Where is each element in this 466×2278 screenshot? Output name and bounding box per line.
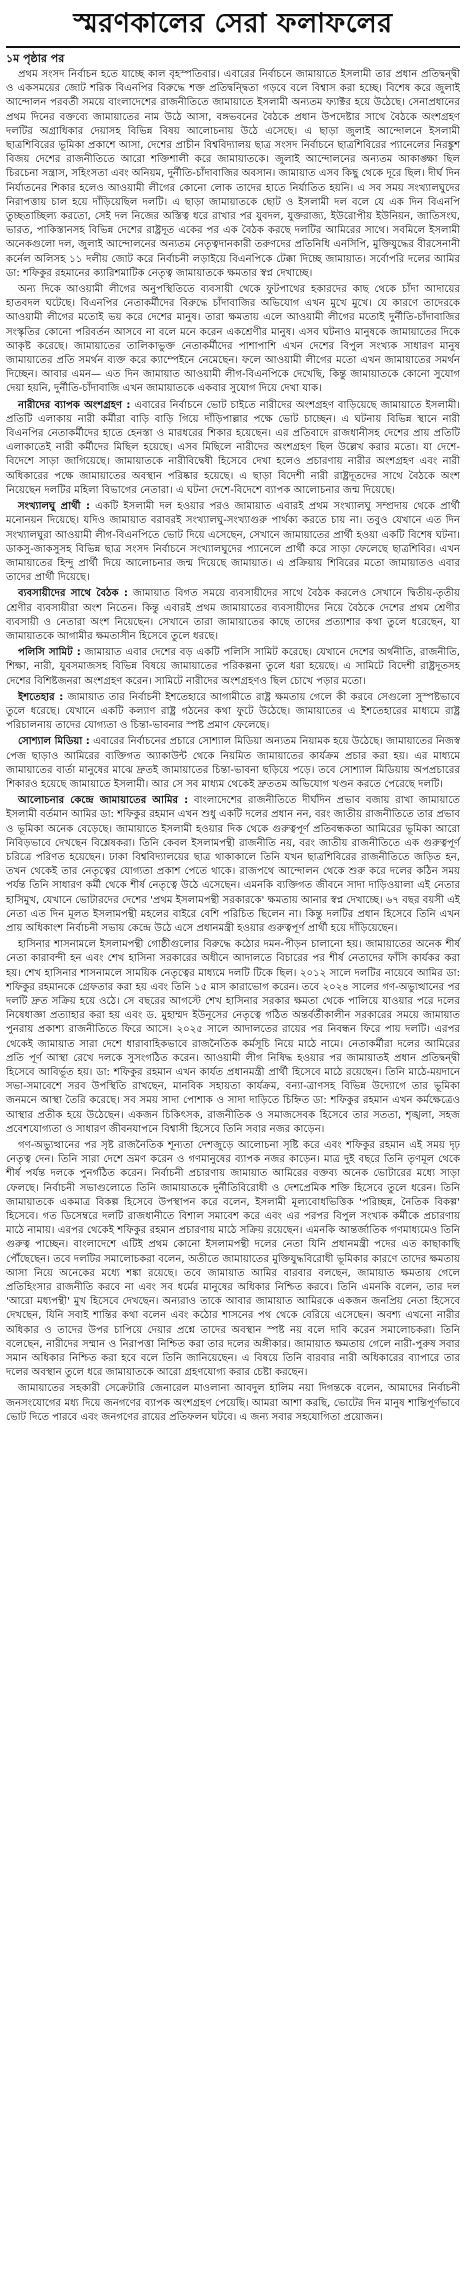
article-paragraph: গণ-অভ্যুত্থানের পর সৃষ্ট রাজনৈতিক শূন্যতা দেশজুড়ে আলোচনা সৃষ্টি করে এবং শফিকুর রহমান এই সময় দৃঢ় নেতৃত্ব দেন। তিনি সারা দেশে ভ্রমণ করেন ও গণমানুষের ব্যাপক নজর কাড়েন। মাত্র দুই বছরে তিনি তৃণমূল থেকে শীর্ষ পর্যন্ত দলকে পুনর্গঠিত করেন। নির্বাচনী প্রচারণায় জামায়াত আমিরের বক্তব্য অনেক ভোটারের মধ্যে সাড়া ফেলছে। নির্বাচনী সভাগুলোতে তিনি জামায়াতকে দুর্নীতিবিরোধী ও দেশপ্রেমিক শক্তি হিসেবে তুলে ধরেন। তিনি জামায়াতকে একমাত্র বিকল্প হিসেবে উপস্থাপন করে বলেন, ইসলামী মূল্যবোধভিত্তিক 'পরিচ্ছন্ন, নৈতিক বিকল্প' হিসেবে। গত ডিসেম্বরে দলটি রাজধানীতে বিশাল সমাবেশ করে এবং এর পরপর বিপুল সংখ্যক কর্মীকে প্রচারণায় মাঠে নামায়। এরপর থেকেই শফিকুর রহমান প্রচারণায় মাঠে সক্রিয় রয়েছেন। এমনকি আন্তর্জাতিক গণমাধ্যমেও তিনি গুরুত্ব পাচ্ছেন। বাংলাদেশে এটিই প্রথম কোনো ইসলামপন্থী দলের নেতা যিনি প্রধানমন্ত্রী পদের এত কাছাকাছি পৌঁছেছেন। তবে দলটির সমালোচকরা বলেন, অতীতে জামায়াতের মুক্তিযুদ্ধবিরোধী ভূমিকার কারণে তাদের ক্ষমতায় আসা নিয়ে অনেকের মধ্যে শঙ্কা রয়েছে। তবে জামায়াত আমির বারবার বলছেন, জামায়াত ক্ষমতায় গেলে প্রতিহিংসার রাজনীতি করবে না এবং সব ধর্মের মানুষের অধিকার নিশ্চিত করবে। তিনি এমনকি বলেন, তার দল 'আরো মধ্যপন্থী' মুখ হিসেবে দেখছেন। অন্যরাও তাকে আবার জামায়াত আমিরকে একজন জনপ্রিয় নেতা হিসেবে দেখছেন, যিনি সবাই শান্তির কথা বলেন এবং কঠোর শাসনের পথ থেকে বেরিয়ে এসেছেন। অবশ্য এখনো নারীর অধিকার ও তাদের উপর চাপিয়ে দেয়ার প্রশ্নে তাদের অবস্থান স্পষ্ট নয় বলে দাবি করেন সমালোচকরা। তিনি বলেছেন, নারীদের সম্মান ও নিরাপত্তা নিশ্চিত করা তার দলের অঙ্গীকার। জামায়াত ক্ষমতায় গেলে নারী-পুরুষ সবার সমান অধিকার নিশ্চিত করা হবে বলে তিনি জানিয়েছেন। এ বিষয়ে তিনি বারবার নারী অধিকারের ব্যাপারে তার দলের অবস্থান তুলে ধরে জামায়াতকে আরো গ্রহণযোগ্য করার চেষ্টা করছেন। bbox=[6, 1140, 460, 1379]
article-headline: স্মরণকালের সেরা ফলাফলের bbox=[73, 8, 393, 39]
subheading-women: নারীদের ব্যাপক অংশগ্রহণ : bbox=[18, 399, 131, 411]
subheading-business: ব্যবসায়ীদের সাথে বৈঠক : bbox=[18, 588, 128, 600]
subheading-policy: পলিসি সামিট : bbox=[18, 647, 81, 659]
article-paragraph-policy: পলিসি সামিট : জামায়াত এবার দেশের বড় একটি পলিসি সামিট করেছে। যেখানে দেশের অর্থনীতি, রাজনীতি, শিক্ষা, নারী, যুবসমাজসহ বিভিন্ন বিষয়ে জামায়াতের পরিকল্পনা তুলে ধরা হয়েছে। এ সামিটে বিদেশী রাষ্ট্রদূতসহ দেশের বিশিষ্টজনরা অংশগ্রহণ করেন। সামিটে নারীদের অংশগ্রহণও ছিল চোখে পড়ার মতো। bbox=[6, 647, 460, 687]
headline-divider bbox=[6, 46, 460, 48]
article-paragraph: জামায়াতের সহকারী সেক্রেটারি জেনারেল মাওলানা আবদুল হালিম নয়া দিগন্তকে বলেন, আমাদের নির্বাচনী জনসংযোগের মধ্য দিয়ে জনগণের ব্যাপক অংশগ্রহণ পেয়েছি। আমরা আশা করছি, ভোটের দিন মানুষ শান্তিপূর্ণভাবে ভোট দিতে পারবে এবং জনগণের রায়ের প্রতিফলন ঘটবে। এ জন্য সবার সহযোগিতা প্রয়োজন। bbox=[6, 1383, 460, 1423]
article-paragraph: অন্য দিকে আওয়ামী লীগের অনুপস্থিতিতে ব্যবসায়ী থেকে ফুটপাথের হকারদের কাছ থেকে চাঁদা আদায়ের হাতবদল ঘটেছে। বিএনপির নেতাকর্মীদের বিরুদ্ধে চাঁদাবাজির অভিযোগ এখন মুখে মুখে। যে কারণে তাদেরকে আওয়ামী লীগের মতোই ভয় করে দেশের মানুষ। তারা ক্ষমতায় এলে আওয়ামী লীগের মতোই দুর্নীতি-চাঁদাবাজির সংস্কৃতির কোনো পরিবর্তন আসবে না বলে মনে করেন একশ্রেণীর মানুষ। এসব ঘটনাও মানুষকে জামায়াতের দিকে আকৃষ্ট করেছে। জামায়াতের তালিকাভুক্ত নেতাকর্মীদের পাশাপাশি এখন দেশের বিপুল সংখ্যক সাধারণ মানুষ জামায়াতের প্রতি সমর্থন ব্যক্ত করে ক্যাম্পেইনে নেমেছেন। ফলে আওয়ামী লীগের মতো এখন জামায়াতের সমর্থন দিচ্ছেন। আবার এমন— এত দিন জামায়াত আওয়ামী লীগ-বিএনপিকে দেখেছি, কিন্তু জামায়াতকে কোনো সুযোগ দেয়া হয়নি, দুর্নীতি-চাঁদাবাজি এখন জামায়াতকে একবার সুযোগ দিয়ে দেখা যাক। bbox=[6, 284, 460, 395]
subheading-minority: সংখ্যালঘু প্রার্থী : bbox=[18, 501, 91, 513]
article-paragraph-social: সোশ্যাল মিডিয়া : এবারের নির্বাচনের প্রচারে সোশ্যাল মিডিয়া অন্যতম নিয়ামক হয়ে উঠেছে। জামায়াতের নিজস্ব পেজ ছাড়াও আমিরের ব্যক্তিগত অ্যাকাউন্ট থেকে নিয়মিত জামায়াতের কার্যক্রম প্রচার করা হয়। এর মাধ্যমে জামায়াতের বার্তা মানুষের মাঝে দ্রুতই জামায়াতের চিন্তা-ভাবনা ছড়িয়ে পড়ে। তবে সোশ্যাল মিডিয়ায় অপপ্রচারের শিকারও হয়েছে জামায়াতে ইসলামী। আর সে সব মাধ্যম থেকেই দ্রুততম অভিযোগ খণ্ডন করতে পেরেছে দলটি। bbox=[6, 736, 460, 790]
article-paragraph-minority: সংখ্যালঘু প্রার্থী : একটি ইসলামী দল হওয়ার পরও জামায়াত এবারই প্রথম সংখ্যালঘু সম্প্রদায় থেকে প্রার্থী মনোনয়ন দিয়েছে। যদিও জামায়াত বরাবরই সংখ্যালঘু-সংখ্যাগুরু পার্থক্য করতে চায় না। তবুও যেখানে এত দিন সংখ্যালঘুরা আওয়ামী লীগ-বিএনপিতে ভোট দিয়ে এসেছেন, সেখানে জামায়াতের প্রার্থী হওয়া একটি বিশেষ ঘটনা। ডাকসু-জাকসুসহ বিভিন্ন ছাত্র সংসদ নির্বাচনে সংখ্যালঘুদের প্যানেলে প্রার্থী করে সাড়া ফেলেছে ছাত্রশিবির। এখন জামায়াতের হিন্দু প্রার্থী দিয়ে আলোচনার জন্ম দিয়েছে জামায়াত। এ প্রক্রিয়ায় শিবিরের মতো জামায়াতও এবার তাদের প্রার্থী দিয়েছে। bbox=[6, 501, 460, 584]
article-paragraph-business: ব্যবসায়ীদের সাথে বৈঠক : জামায়াত বিগত সময়ে ব্যবসায়ীদের সাথে বৈঠক করলেও সেখানে দ্বিতীয়-তৃতীয় শ্রেণীর ব্যবসায়ীরা অংশ নিতেন। কিন্তু এবারই প্রথম জামায়াতের ব্যবসায়ীদের নিয়ে বৈঠকে দেশের প্রথম শ্রেণীর ব্যবসায়ী ও নেতারা অংশ নিয়েছেন। সেখানে তারা জামায়াতের কাছে তাদের প্রত্যাশার কথা তুলে ধরেছেন, যা জামায়াতকে আগামীর ক্ষমতাসীন হিসেবে তুলে ধরছে। bbox=[6, 588, 460, 642]
article-body bbox=[6, 68, 460, 1425]
article-paragraph: প্রথম সংসদ নির্বাচন হতে যাচ্ছে কাল বৃহস্পতিবার। এবারের নির্বাচনে জামায়াতে ইসলামী তার প্রধান প্রতিদ্বন্দ্বী ও একসময়ের জোট শরিক বিএনপির বিরুদ্ধে শক্ত প্রতিদ্বন্দ্বিতা গড়বে বলে বিশ্বাস করা হচ্ছে। বিশেষ করে জুলাই আন্দোলন পরবর্তী সময়ে বাংলাদেশের রাজনীতিতে জামায়াতে ইসলামী অন্যতম ফ্যাক্টর হয়ে উঠেছে। সেনাপ্রধানের প্রথম দিনের বক্তব্যে জামায়াতের নাম উঠে আসা, বঙ্গভবনের বৈঠকে প্রধান উপদেষ্টার সাথে বৈঠকে অংশগ্রহণ দলটির অগ্রাধিকার দেয়াসহ বিভিন্ন বিষয় আলোচনায় উঠে এসেছে। এ ছাড়া জুলাই আন্দোলনে ইসলামী ছাত্রশিবিরের ভূমিকা প্রকাশে আসা, দেশের প্রাচীন বিশ্ববিদ্যালয় ছাত্র সংসদ নির্বাচনে ছাত্রশিবিরের প্যানেলের নিরঙ্কুশ বিজয় দেশের রাজনীতিতে আরো শক্তিশালী করে জামায়াতকে। জুলাই আন্দোলনের অন্যতম আকাঙ্ক্ষা ছিল চিরচেনা সন্ত্রাস, সহিংসতা এবং অনিয়ম, দুর্নীতি-চাঁদাবাজির অবসান। জামায়াত এসব কিছু থেকে দূরে ছিল। দীর্ঘ দিন নির্যাতনের শিকার হলেও আওয়ামী লীগের কোনো লোক তাদের হাতে নির্যাতিত হয়নি। এ সব সময় সংখ্যালঘুদের নিরাপত্তায় চাল হয়ে দাঁড়িয়েছিল দলটি। এ ছাড়া জামায়াতকে ছোট ও ইসলামী দল বলে যে এক দিন বিএনপি তুচ্ছতাচ্ছিল্য করতো, সেই দল নিজের অস্তিত্ব ধরে রাখার পর যুবদল, যুক্তরাজ্য, ইউরোপীয় ইউনিয়ন, জাতিসংঘ, ভারত, পাকিস্তানসহ বিভিন্ন দেশের রাষ্ট্রদূত একের পর এক বৈঠক করছে দলটির আমিরের সাথে। সবমিলে ইসলামী অনেকগুলো দল, জুলাই আন্দোলনের অন্যতম নেতৃত্বদানকারী তরুণদের প্রতিনিধি এনসিপি, মুক্তিযুদ্ধের বীরসেনানী কর্নেল অলিসহ ১১ দলীয় জোট করে নির্বাচনী লড়াইয়ে বিএনপিকে টেক্কা দিচ্ছে জামায়াত। সর্বোপরি দলের আমির ডা: শফিকুর রহমানের ক্যারিশমাটিক নেতৃত্ব জামায়াতকে ক্ষমতার স্বপ্ন দেখাচ্ছে। bbox=[6, 69, 460, 279]
article-paragraph-women: নারীদের ব্যাপক অংশগ্রহণ : এবারের নির্বাচনে ভোট চাইতে নারীদের অংশগ্রহণ বাড়িয়েছে জামায়াতে ইসলামী। প্রতিটি এলাকায় নারী কর্মীরা বাড়ি বাড়ি গিয়ে দাঁড়িপাল্লার পক্ষে ভোট চাচ্ছেন। এ ঘটনায় বিভিন্ন স্থানে নারী বিএনপির নেতাকর্মীদের হাতে হেনস্তা ও মারধরের শিকার হয়েছেন। এর প্রতিবাদে রাজধানীসহ দেশের প্রায় প্রতিটি এলাকাতেই নারী কর্মীদের মিছিল হয়েছে। এসব মিছিলে নারীদের অংশগ্রহণ ছিল উল্লেখ করার মতো। যা দেশে-বিদেশে সাড়া জাগিয়েছে। জামায়াতকে নারীবিদ্বেষী হিসেবে দেখা হলেও প্রচারণায় নারীর অংশগ্রহণ এবং নারী অধিকারের পক্ষে জামায়াতের অবস্থান পরিষ্কার হয়েছে। এ ছাড়া বিদেশী নারী রাষ্ট্রদূতদের সাথে বৈঠকে অংশ নিয়েছেন দলটির মহিলা বিভাগের নেতারা। এ ঘটনা দেশে-বিদেশে ব্যাপক আলোচনার জন্ম দিয়েছে। bbox=[6, 399, 460, 496]
article-paragraph: হাসিনার শাসনামলে ইসলামপন্থী গোষ্ঠীগুলোর বিরুদ্ধে কঠোর দমন-পীড়ন চালানো হয়। জামায়াতের অনেক শীর্ষ নেতা কারাবন্দী হন এবং শেখ হাসিনা সরকারের অধীনে আদালতে বিচারের পর শীর্ষ নেতাদের ফাঁসি কার্যকর করা হয়। শেখ হাসিনার শাসনামলে সাময়িক নেতৃত্বের মাধ্যমে দলটি টিকে ছিল। ২০১২ সালে দলটির নায়েবে আমির ডা: শফিকুর রহমানকে গ্রেফতার করা হয় এবং তিনি ১৫ মাস কারাভোগ করেন। তবে ২০২৪ সালের গণ-অভ্যুত্থানের পর দলটি দ্রুত সক্রিয় হয়ে ওঠে। সে বছরের আগস্টে শেখ হাসিনার সরকার ক্ষমতা থেকে পালিয়ে যাওয়ার পরে দলের নিষেধাজ্ঞা প্রত্যাহার করা হয় এবং ড. মুহাম্মদ ইউনূসের নেতৃত্বে গঠিত অন্তর্বর্তীকালীন সরকারের সময়ে জামায়াত পুনরায় প্রকাশ্য রাজনীতিতে ফিরে আসে। ২০২৫ সালে আদালতের রায়ের পর নিবন্ধন ফিরে পায় দলটি। এরপর থেকেই জামায়াত সারা দেশে ধারাবাহিকভাবে রাজনৈতিক কর্মসূচি নিয়ে মাঠে নামে। নেতাকর্মীরা দলের আমিরের প্রতি পূর্ণ আস্থা রেখে দলকে সুসংগঠিত করেন। আওয়ামী লীগ নিষিদ্ধ হওয়ার পর জামায়াতই প্রধান প্রতিদ্বন্দ্বী হিসেবে আবির্ভূত হয়। ডা: শফিকুর রহমান এখন কার্যত প্রধানমন্ত্রী প্রার্থী হিসেবে মাঠে রয়েছেন। তিনি মাঠে-ময়দানে সভা-সমাবেশে সরব উপস্থিতি রাখছেন, মানবিক সহায়তা কার্যক্রম, বন্যা-ত্রাণসহ বিভিন্ন উদ্যোগে তার ভূমিকা জনমনে আস্থা তৈরি করেছে। সব সময় সাদা পোশাক ও সাদা দাড়িতে চিহ্নিত ডা: শফিকুর রহমান এখন কর্মক্ষেত্রেও আস্থার প্রতীক হয়ে উঠেছেন। একজন চিকিৎসক, রাজনীতিক ও সমাজসেবক হিসেবে তার সততা, শৃঙ্খলা, সহজ প্রবেশযোগ্যতা ও সাধারণ জীবনযাপনে বিশ্বাসী হিসেবে তিনি সবার নজর কাড়েন। bbox=[6, 939, 460, 1135]
article-paragraph-manifesto: ইশতেহার : জামায়াত তার নির্বাচনী ইশতেহারে আগামীতে রাষ্ট্র ক্ষমতায় গেলে কী করবে সেগুলো সুস্পষ্টভাবে তুলে ধরেছে। যেখানে একটি কল্যাণ রাষ্ট্র গঠনের কথা ফুটে উঠেছে। জামায়াতের এ ইশতেহারের মাধ্যমে রাষ্ট্র পরিচালনায় তাদের যোগ্যতা ও চিন্তা-ভাবনার স্পষ্ট প্রমাণ ফেলেছে। bbox=[6, 691, 461, 732]
subheading-social: সোশ্যাল মিডিয়া : bbox=[18, 736, 90, 748]
subheading-manifesto: ইশতেহার : bbox=[18, 691, 64, 703]
article-paragraph-amir: আলোচনার কেন্দ্রে জামায়াতের আমির : বাংলাদেশের রাজনীতিতে দীর্ঘদিন প্রভাব বজায় রাখা জামায়াতে ইসলামী বর্তমান আমির ডা: শফিকুর রহমান এখন শুধু একটি দলের প্রধান নন, বরং জাতীয় রাজনীতিতে তার প্রভাব ও ভূমিকা অনেক বেড়েছে। জামায়াতে ইসলামী হওয়ার দিক থেকে গুরুত্বপূর্ণ প্রতিবন্ধকতা আমিরের ভূমিকা আরো নিবিড়ভাবে দেখছেন বিশ্লেষকরা। তিনি কেবল ইসলামপন্থী রাজনীতি নয়, বরং জাতীয় রাজনীতিতে এক গুরুত্বপূর্ণ চরিত্রে পরিণত হয়েছেন। ঢাকা বিশ্ববিদ্যালয়ের ছাত্র থাকাকালে তিনি যখন ছাত্রশিবিরের রাজনীতিতে জড়িত হন, তখন থেকেই তার নেতৃত্বের যোগ্যতা প্রকাশ পেতে থাকে। রাজপথে আন্দোলন থেকে শুরু করে দলের কঠিন সময় পর্যন্ত তিনি সাধারণ কর্মী থেকে শীর্ষ নেতৃত্বে উঠে এসেছেন। এমনকি ব্যক্তিগত জীবনে সাদা দাড়িওয়ালা এই নেতার হাসিমুখ, যেখানে ভোটারদের দেশের 'প্রথম ইসলামপন্থী সরকারকে' ক্ষমতায় আনার স্বপ্ন দেখাচ্ছে। ৬৭ বছর বয়সী এই নেতা এত দিন মূলত ইসলামপন্থী মহলের বাইরে বেশি পরিচিত ছিলেন না। কিন্তু দলটির প্রধান হিসেবে তিনি এখন প্রায় অধিকাংশ নির্বাচনী সভায় কেন্দ্রে উঠে এসে প্রধানমন্ত্রী হওয়ার গুরুত্বপূর্ণ প্রার্থী হয়ে দাঁড়িয়েছেন। bbox=[6, 795, 460, 934]
subheading-amir: আলোচনার কেন্দ্রে জামায়াতের আমির : bbox=[18, 795, 189, 807]
continued-from-label: ১ম পৃষ্ঠার পর bbox=[6, 52, 65, 65]
